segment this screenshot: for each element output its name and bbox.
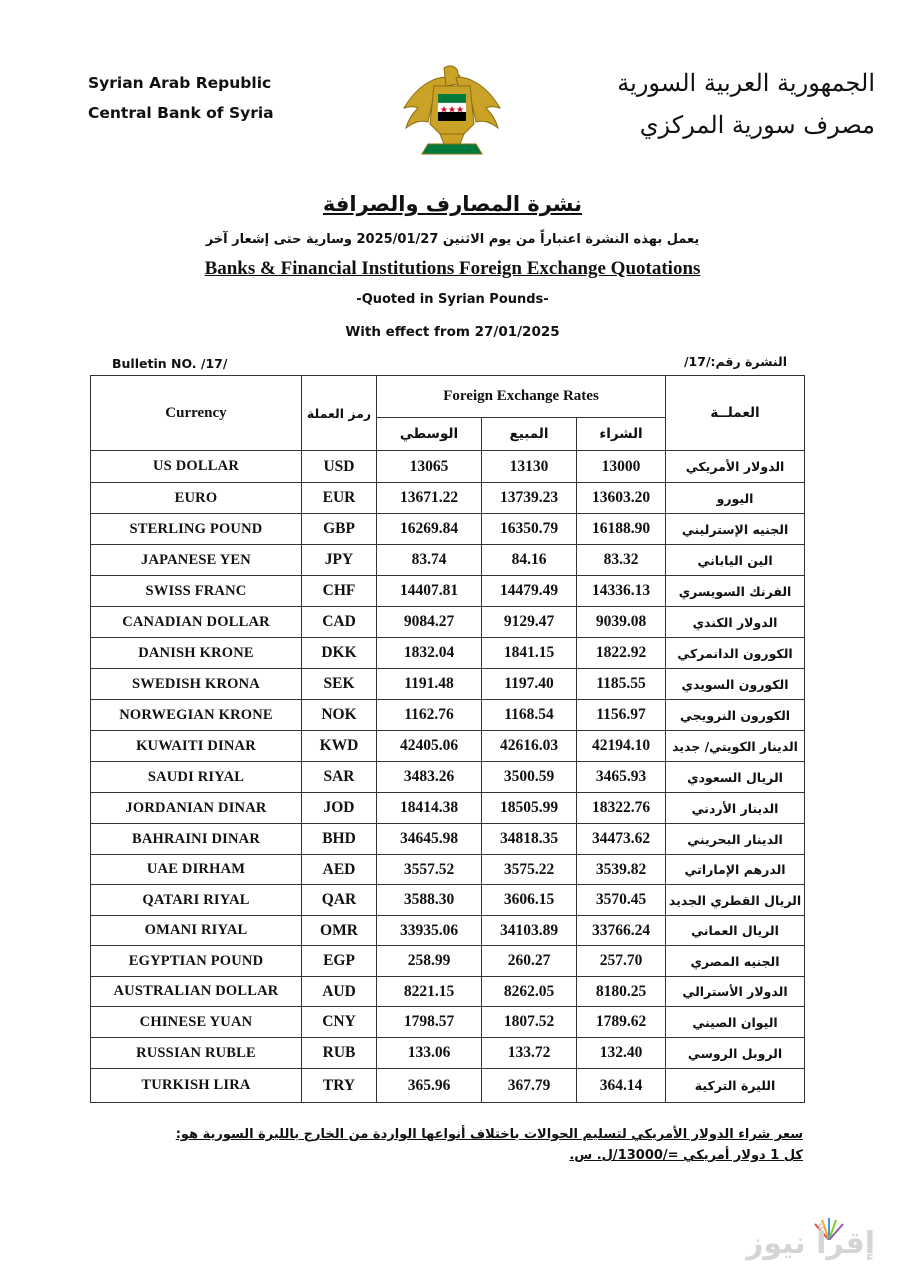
- subtitle-ar: يعمل بهذه النشرة اعتباراً من يوم الاثنين 2025/01/27 وسارية حتى إشعار آخر: [205, 232, 700, 247]
- currency-name-ar: الفرنك السويسري: [666, 576, 805, 607]
- currency-code: CHF: [302, 576, 377, 607]
- currency-name-ar: الريال العماني: [666, 916, 805, 946]
- currency-code: SAR: [302, 762, 377, 793]
- rate-mid: 16269.84: [377, 514, 482, 545]
- rate-mid: 365.96: [377, 1069, 482, 1103]
- rate-sell: 18505.99: [482, 793, 577, 824]
- rate-mid: 258.99: [377, 946, 482, 977]
- currency-code: CAD: [302, 607, 377, 638]
- rate-mid: 3557.52: [377, 855, 482, 885]
- rate-row: [91, 1007, 805, 1038]
- rate-sell: 8262.05: [482, 977, 577, 1007]
- rate-buy: 83.32: [577, 545, 666, 576]
- currency-name-ar: اليورو: [666, 483, 805, 514]
- rate-buy: 1185.55: [577, 669, 666, 700]
- rate-row: [91, 669, 805, 700]
- syrian-eagle-emblem-icon: [398, 64, 506, 162]
- currency-name-en: OMANI RIYAL: [91, 916, 302, 946]
- currency-code: CNY: [302, 1007, 377, 1038]
- rate-mid: 18414.38: [377, 793, 482, 824]
- currency-name-ar: الدولار الأسترالي: [666, 977, 805, 1007]
- rate-row: [91, 607, 805, 638]
- currency-name-en: RUSSIAN RUBLE: [91, 1038, 302, 1069]
- rate-buy: 8180.25: [577, 977, 666, 1007]
- rate-buy: 34473.62: [577, 824, 666, 855]
- currency-name-en: BAHRAINI DINAR: [91, 824, 302, 855]
- rate-buy: 14336.13: [577, 576, 666, 607]
- currency-name-ar: الريال السعودي: [666, 762, 805, 793]
- currency-name-en: QATARI RIYAL: [91, 885, 302, 916]
- rate-sell: 34103.89: [482, 916, 577, 946]
- rate-mid: 133.06: [377, 1038, 482, 1069]
- bulletin-number-en: Bulletin NO. /17/: [112, 356, 228, 371]
- rate-mid: 33935.06: [377, 916, 482, 946]
- currency-name-ar: الجنيه المصري: [666, 946, 805, 977]
- rate-buy: 16188.90: [577, 514, 666, 545]
- rate-sell: 14479.49: [482, 576, 577, 607]
- rate-sell: 84.16: [482, 545, 577, 576]
- bulletin-number-ar: النشرة رقم:/17/: [683, 354, 787, 369]
- header-rates: Foreign Exchange Rates: [377, 376, 666, 418]
- rate-row: [91, 946, 805, 977]
- rate-row: [91, 793, 805, 824]
- rate-mid: 8221.15: [377, 977, 482, 1007]
- rate-sell: 3500.59: [482, 762, 577, 793]
- rate-sell: 42616.03: [482, 731, 577, 762]
- header-sell: المبيع: [482, 418, 577, 451]
- rate-mid: 34645.98: [377, 824, 482, 855]
- header-currency-ar: العملــة: [666, 376, 805, 451]
- footer-note: [176, 1124, 803, 1166]
- header-en: [88, 68, 274, 128]
- rate-row: [91, 1069, 805, 1103]
- rate-mid: 3483.26: [377, 762, 482, 793]
- rate-sell: 1197.40: [482, 669, 577, 700]
- footer-line-2: كل 1 دولار أمريكي =/13000/ل. س.: [569, 1148, 803, 1163]
- rate-sell: 3575.22: [482, 855, 577, 885]
- rate-sell: 9129.47: [482, 607, 577, 638]
- rate-buy: 1822.92: [577, 638, 666, 669]
- rate-row: [91, 638, 805, 669]
- rate-buy: 1789.62: [577, 1007, 666, 1038]
- currency-code: JOD: [302, 793, 377, 824]
- rate-buy: 1156.97: [577, 700, 666, 731]
- rate-row: [91, 514, 805, 545]
- rate-row: [91, 824, 805, 855]
- currency-name-ar: الدولار الأمريكي: [666, 451, 805, 483]
- currency-name-en: UAE DIRHAM: [91, 855, 302, 885]
- watermark-logo: إقرأ نيوز: [746, 1226, 875, 1261]
- rate-mid: 13065: [377, 451, 482, 483]
- rate-mid: 83.74: [377, 545, 482, 576]
- currency-code: BHD: [302, 824, 377, 855]
- rate-buy: 42194.10: [577, 731, 666, 762]
- currency-code: USD: [302, 451, 377, 483]
- rate-mid: 1798.57: [377, 1007, 482, 1038]
- header-bank-en: Central Bank of Syria: [88, 104, 274, 122]
- effect-date: With effect from 27/01/2025: [345, 324, 560, 340]
- rate-mid: 1162.76: [377, 700, 482, 731]
- currency-name-en: KUWAITI DINAR: [91, 731, 302, 762]
- currency-name-ar: الروبل الروسي: [666, 1038, 805, 1069]
- currency-name-ar: الجنيه الإسترليني: [666, 514, 805, 545]
- header-code-ar: رمز العملة: [302, 376, 377, 451]
- rate-mid: 13671.22: [377, 483, 482, 514]
- header-ar: [617, 62, 875, 146]
- currency-name-en: US DOLLAR: [91, 451, 302, 483]
- currency-code: QAR: [302, 885, 377, 916]
- rate-buy: 13000: [577, 451, 666, 483]
- currency-name-ar: الكورون النرويجي: [666, 700, 805, 731]
- currency-name-en: SWEDISH KRONA: [91, 669, 302, 700]
- rate-sell: 1841.15: [482, 638, 577, 669]
- rate-row: [91, 576, 805, 607]
- currency-code: KWD: [302, 731, 377, 762]
- currency-name-en: NORWEGIAN KRONE: [91, 700, 302, 731]
- currency-code: DKK: [302, 638, 377, 669]
- rate-sell: 367.79: [482, 1069, 577, 1103]
- rate-row: [91, 545, 805, 576]
- rate-row: [91, 885, 805, 916]
- rate-row: [91, 731, 805, 762]
- rate-mid: 14407.81: [377, 576, 482, 607]
- rate-buy: 3570.45: [577, 885, 666, 916]
- rate-mid: 9084.27: [377, 607, 482, 638]
- currency-code: JPY: [302, 545, 377, 576]
- footer-line-1: سعر شراء الدولار الأمريكي لتسليم الحوالات باختلاف أنواعها الواردة من الخارج بالليرة السورية هو:: [175, 1127, 803, 1142]
- currency-code: AUD: [302, 977, 377, 1007]
- currency-name-en: DANISH KRONE: [91, 638, 302, 669]
- rate-row: [91, 762, 805, 793]
- currency-code: EUR: [302, 483, 377, 514]
- currency-name-ar: الدينار الأردني: [666, 793, 805, 824]
- rate-row: [91, 483, 805, 514]
- rate-sell: 13739.23: [482, 483, 577, 514]
- currency-name-en: CANADIAN DOLLAR: [91, 607, 302, 638]
- rate-sell: 1807.52: [482, 1007, 577, 1038]
- currency-name-en: STERLING POUND: [91, 514, 302, 545]
- currency-name-ar: اليوان الصيني: [666, 1007, 805, 1038]
- rate-buy: 13603.20: [577, 483, 666, 514]
- rate-sell: 13130: [482, 451, 577, 483]
- title-ar-text: نشرة المصارف والصرافة: [322, 192, 583, 216]
- currency-code: AED: [302, 855, 377, 885]
- header-country-ar: الجمهورية العربية السورية: [617, 69, 875, 97]
- currency-code: EGP: [302, 946, 377, 977]
- currency-name-ar: الكورون السويدي: [666, 669, 805, 700]
- currency-name-en: CHINESE YUAN: [91, 1007, 302, 1038]
- header-country-en: Syrian Arab Republic: [88, 74, 272, 92]
- title-ar: [0, 192, 905, 216]
- currency-name-ar: الين الياباني: [666, 545, 805, 576]
- currency-name-en: SAUDI RIYAL: [91, 762, 302, 793]
- rates-body: [91, 451, 805, 1103]
- currency-name-ar: الكورون الدانمركي: [666, 638, 805, 669]
- currency-name-en: EGYPTIAN POUND: [91, 946, 302, 977]
- currency-code: GBP: [302, 514, 377, 545]
- currency-name-en: JAPANESE YEN: [91, 545, 302, 576]
- currency-name-en: SWISS FRANC: [91, 576, 302, 607]
- rate-row: [91, 451, 805, 483]
- header-bank-ar: مصرف سورية المركزي: [639, 111, 875, 139]
- exchange-rates-table: [90, 375, 805, 1103]
- currency-code: SEK: [302, 669, 377, 700]
- rate-mid: 42405.06: [377, 731, 482, 762]
- rate-buy: 132.40: [577, 1038, 666, 1069]
- header-currency-en: Currency: [91, 376, 302, 451]
- title-en: [0, 258, 905, 280]
- quoted-note: -Quoted in Syrian Pounds-: [356, 292, 549, 307]
- rate-buy: 3539.82: [577, 855, 666, 885]
- currency-code: RUB: [302, 1038, 377, 1069]
- currency-name-en: JORDANIAN DINAR: [91, 793, 302, 824]
- currency-name-ar: الدرهم الإماراتي: [666, 855, 805, 885]
- currency-code: NOK: [302, 700, 377, 731]
- rate-sell: 34818.35: [482, 824, 577, 855]
- title-en-text: Banks & Financial Institutions Foreign Exchange Quotations: [204, 258, 701, 279]
- currency-name-ar: الدينار البحريني: [666, 824, 805, 855]
- header-mid: الوسطي: [377, 418, 482, 451]
- currency-name-ar: الدينار الكويتي/ جديد: [666, 731, 805, 762]
- header-buy: الشراء: [577, 418, 666, 451]
- rate-buy: 33766.24: [577, 916, 666, 946]
- currency-code: OMR: [302, 916, 377, 946]
- currency-code: TRY: [302, 1069, 377, 1103]
- currency-name-en: TURKISH LIRA: [91, 1069, 302, 1103]
- currency-name-ar: الليرة التركية: [666, 1069, 805, 1103]
- rate-mid: 1832.04: [377, 638, 482, 669]
- rate-buy: 3465.93: [577, 762, 666, 793]
- rate-sell: 16350.79: [482, 514, 577, 545]
- rate-row: [91, 855, 805, 885]
- rate-buy: 364.14: [577, 1069, 666, 1103]
- rate-row: [91, 916, 805, 946]
- rate-row: [91, 977, 805, 1007]
- currency-name-ar: الريال القطري الجديد: [666, 885, 805, 916]
- rate-mid: 3588.30: [377, 885, 482, 916]
- currency-name-en: EURO: [91, 483, 302, 514]
- rate-buy: 257.70: [577, 946, 666, 977]
- rate-sell: 3606.15: [482, 885, 577, 916]
- currency-name-en: AUSTRALIAN DOLLAR: [91, 977, 302, 1007]
- rate-buy: 18322.76: [577, 793, 666, 824]
- rate-sell: 133.72: [482, 1038, 577, 1069]
- rate-sell: 1168.54: [482, 700, 577, 731]
- rate-buy: 9039.08: [577, 607, 666, 638]
- rate-row: [91, 700, 805, 731]
- rate-sell: 260.27: [482, 946, 577, 977]
- rate-mid: 1191.48: [377, 669, 482, 700]
- rate-row: [91, 1038, 805, 1069]
- currency-name-ar: الدولار الكندي: [666, 607, 805, 638]
